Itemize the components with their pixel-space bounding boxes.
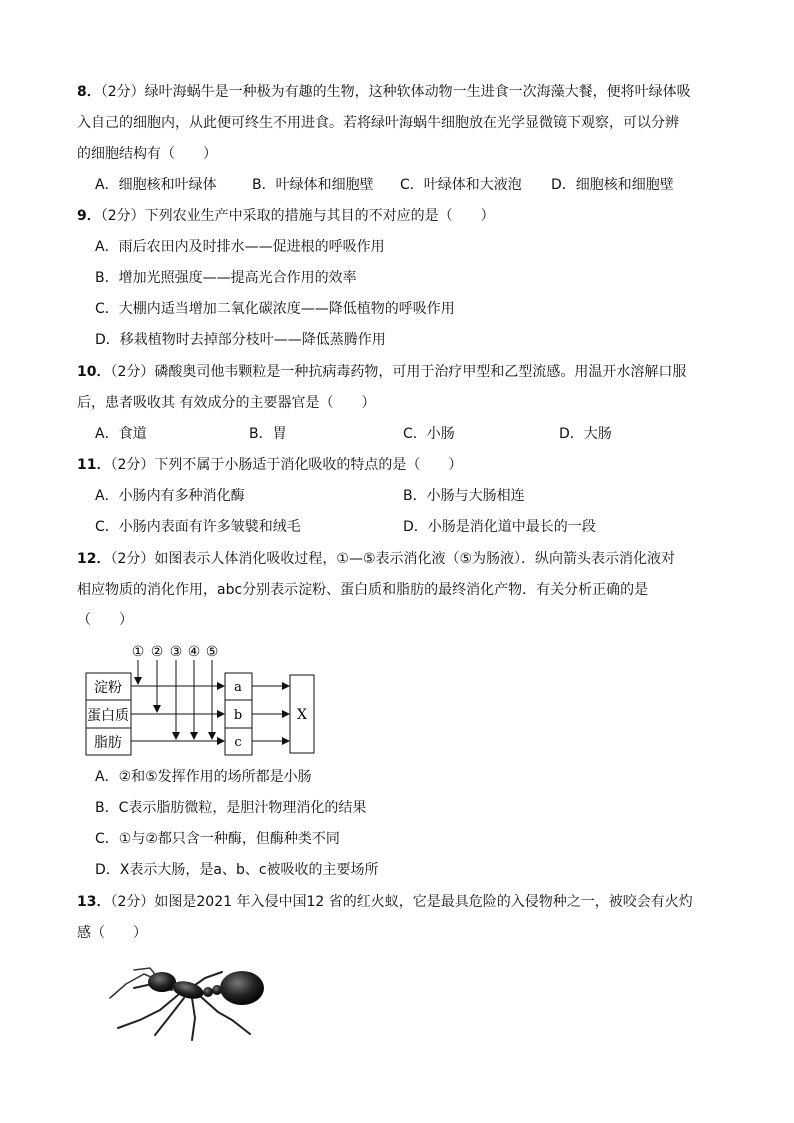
q12-option-c: C．①与②都只含一种酶，但酶种类不同 bbox=[95, 831, 340, 847]
q12-option-d: D．X表示大肠，是a、b、c被吸收的主要场所 bbox=[95, 862, 379, 878]
q12-option-b: B．C表示脂肪微粒，是胆汁物理消化的结果 bbox=[95, 800, 367, 816]
juice-label-3: ③ bbox=[169, 644, 183, 660]
q12-number: 12． bbox=[77, 551, 111, 567]
q13-number: 13． bbox=[77, 894, 111, 910]
q8-text-1: （2分）绿叶海蜗牛是一种极为有趣的生物，这种软体动物一生进食一次海藻大餐，便将叶绿体吸 bbox=[100, 84, 691, 100]
q10-stem-line1 bbox=[77, 362, 686, 382]
q10-option-a: A．食道 bbox=[95, 426, 147, 442]
q12-stem-line3: （ ） bbox=[77, 612, 133, 628]
q8-option-c: C．叶绿体和大液泡 bbox=[400, 177, 522, 193]
fire-ant-image bbox=[100, 950, 285, 1050]
q12-text-1: （2分）如图表示人体消化吸收过程，①—⑤表示消化液（⑤为肠液）．纵向箭头表示消化液对 bbox=[110, 551, 676, 567]
q8-stem-line1 bbox=[77, 82, 691, 102]
q13-text-1: （2分）如图是2021 年入侵中国12 省的红火蚁，它是最具危险的入侵物种之一，被咬会有火灼 bbox=[110, 894, 693, 910]
q12-stem-line2: 相应物质的消化作用，abc分别表示淀粉、蛋白质和脂肪的最终消化产物．有关分析正确的是 bbox=[77, 582, 649, 598]
juice-label-2: ② bbox=[150, 644, 164, 660]
q11-option-c: C．小肠内表面有许多皱襞和绒毛 bbox=[95, 519, 301, 535]
q10-option-d: D．大肠 bbox=[559, 426, 612, 442]
ant-head bbox=[148, 972, 176, 992]
q9-number: 9． bbox=[77, 208, 101, 224]
q8-stem-line2: 入自己的细胞内，从此便可终生不用进食。若将绿叶海蜗牛细胞放在光学显微镜下观察，可以分辨 bbox=[77, 115, 679, 131]
juice-label-5: ⑤ bbox=[205, 644, 219, 660]
q12-stem-line1 bbox=[77, 549, 675, 569]
q11-text-1: （2分）下列不属于小肠适于消化吸收的特点的是（ ） bbox=[110, 457, 463, 473]
digestion-diagram bbox=[80, 640, 340, 762]
q9-option-c: C．大棚内适当增加二氧化碳浓度——降低植物的呼吸作用 bbox=[95, 301, 455, 317]
q9-option-b: B．增加光照强度——提高光合作用的效率 bbox=[95, 270, 357, 286]
product-a: a bbox=[234, 680, 242, 695]
q9-option-a: A．雨后农田内及时排水——促进根的呼吸作用 bbox=[95, 239, 385, 255]
q11-option-b: B．小肠与大肠相连 bbox=[403, 488, 525, 504]
q10-number: 10． bbox=[77, 364, 111, 380]
juice-label-4: ④ bbox=[187, 644, 201, 660]
q8-number: 8． bbox=[77, 84, 101, 100]
q13-stem-line1 bbox=[77, 892, 693, 912]
q9-stem-line1 bbox=[77, 206, 495, 226]
q9-option-d: D．移栽植物时去掉部分枝叶——降低蒸腾作用 bbox=[95, 332, 386, 348]
q11-option-d: D．小肠是消化道中最长的一段 bbox=[403, 519, 596, 535]
q8-stem-line3: 的细胞结构有（ ） bbox=[77, 146, 217, 162]
q10-text-1: （2分）磷酸奥司他韦颗粒是一种抗病毒药物，可用于治疗甲型和乙型流感。用温开水溶解口服 bbox=[110, 364, 687, 380]
q12-option-a: A．②和⑤发挥作用的场所都是小肠 bbox=[95, 769, 312, 785]
juice-label-1: ① bbox=[131, 644, 145, 660]
q10-stem-line2: 后，患者吸收其 有效成分的主要器官是（ ） bbox=[77, 395, 376, 411]
q11-option-a: A．小肠内有多种消化酶 bbox=[95, 488, 245, 504]
q11-number: 11． bbox=[77, 457, 111, 473]
q10-option-b: B．胃 bbox=[249, 426, 287, 442]
q10-option-c: C．小肠 bbox=[403, 426, 455, 442]
product-b: b bbox=[233, 708, 243, 723]
q11-stem-line1 bbox=[77, 455, 462, 475]
q13-stem-line2: 感（ ） bbox=[77, 925, 147, 941]
x-label: X bbox=[297, 707, 307, 723]
q8-option-b: B．叶绿体和细胞壁 bbox=[252, 177, 374, 193]
ant-gaster bbox=[220, 971, 264, 1005]
q9-text-1: （2分）下列农业生产中采取的措施与其目的不对应的是（ ） bbox=[100, 208, 495, 224]
substance-fat: 脂肪 bbox=[94, 735, 122, 751]
ant-petiole bbox=[203, 987, 213, 997]
substance-protein: 蛋白质 bbox=[87, 708, 129, 724]
q8-option-a: A．细胞核和叶绿体 bbox=[95, 177, 217, 193]
product-c: c bbox=[234, 735, 242, 750]
substance-starch: 淀粉 bbox=[94, 680, 122, 696]
q8-option-d: D．细胞核和细胞壁 bbox=[551, 177, 674, 193]
